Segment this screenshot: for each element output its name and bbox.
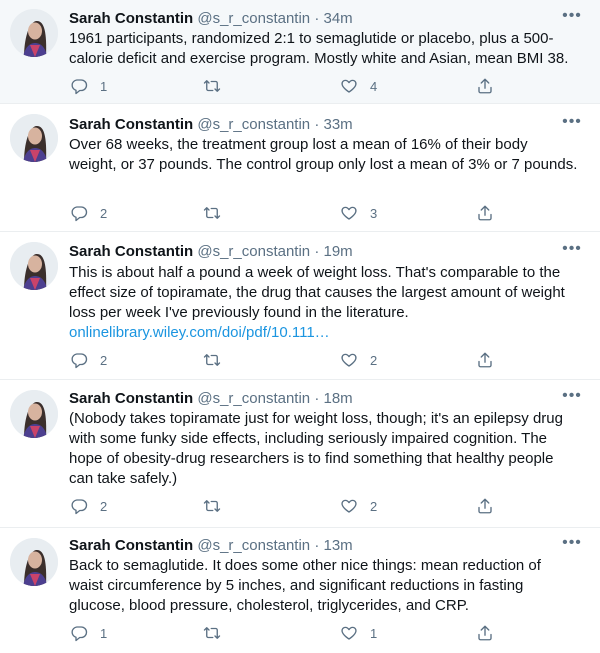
action-bar bbox=[58, 201, 528, 225]
more-icon[interactable]: ••• bbox=[562, 534, 582, 551]
reply-count: 2 bbox=[100, 498, 108, 514]
share-icon bbox=[476, 351, 494, 369]
like-button[interactable] bbox=[340, 348, 377, 372]
separator-dot: · bbox=[314, 390, 320, 407]
avatar[interactable] bbox=[10, 390, 58, 438]
separator-dot: · bbox=[314, 10, 320, 27]
tweet[interactable] bbox=[0, 0, 600, 104]
author-name[interactable]: Sarah Constantin bbox=[69, 390, 194, 407]
reply-button[interactable] bbox=[70, 74, 107, 98]
share-button[interactable] bbox=[476, 348, 494, 372]
heart-icon bbox=[340, 497, 358, 515]
author-name[interactable]: Sarah Constantin bbox=[69, 243, 194, 260]
separator-dot: · bbox=[314, 243, 320, 260]
share-icon bbox=[476, 497, 494, 515]
reply-count: 2 bbox=[100, 352, 108, 368]
reply-count: 1 bbox=[100, 625, 108, 641]
tweet-header bbox=[69, 242, 560, 262]
share-button[interactable] bbox=[476, 201, 494, 225]
author-handle[interactable]: @s_r_constantin bbox=[197, 116, 311, 133]
action-bar bbox=[58, 494, 528, 518]
tweet-text bbox=[69, 263, 579, 343]
tweet-header bbox=[69, 536, 560, 556]
reply-button[interactable] bbox=[70, 348, 107, 372]
tweet[interactable] bbox=[0, 380, 600, 528]
retweet-button[interactable] bbox=[203, 621, 233, 645]
author-name[interactable]: Sarah Constantin bbox=[69, 537, 194, 554]
retweet-icon bbox=[203, 77, 221, 95]
retweet-icon bbox=[203, 351, 221, 369]
retweet-button[interactable] bbox=[203, 74, 233, 98]
reply-button[interactable] bbox=[70, 494, 107, 518]
tweet[interactable] bbox=[0, 232, 600, 380]
tweet-text: Back to semaglutide. It does some other nice things: mean reduction of waist circumference by 5 inches, and significant reductions in fasting glucose, blood pressure, cholesterol, triglycerides, and CRP. bbox=[69, 557, 541, 614]
timestamp[interactable]: 13m bbox=[323, 537, 353, 554]
heart-icon bbox=[340, 351, 358, 369]
action-bar bbox=[58, 348, 528, 372]
share-button[interactable] bbox=[476, 621, 494, 645]
tweet[interactable] bbox=[0, 528, 600, 653]
like-button[interactable] bbox=[340, 621, 377, 645]
timestamp[interactable]: 34m bbox=[323, 10, 353, 27]
share-button[interactable] bbox=[476, 494, 494, 518]
more-icon[interactable]: ••• bbox=[562, 7, 582, 24]
share-button[interactable] bbox=[476, 74, 494, 98]
like-button[interactable] bbox=[340, 494, 377, 518]
timestamp[interactable]: 18m bbox=[323, 390, 353, 407]
author-handle[interactable]: @s_r_constantin bbox=[197, 390, 311, 407]
like-count: 2 bbox=[370, 352, 378, 368]
author-name[interactable]: Sarah Constantin bbox=[69, 116, 194, 133]
tweet-text-content: This is about half a pound a week of weight loss. That's comparable to the effect size of topiramate, the drug that causes the largest amount of weight loss per week I've previously found in the literature. bbox=[69, 264, 565, 321]
more-icon[interactable]: ••• bbox=[562, 387, 582, 404]
tweet-text: 1961 participants, randomized 2:1 to semaglutide or placebo, plus a 500-calorie deficit and exercise program. Mostly white and Asian, mean BMI 38. bbox=[69, 30, 569, 67]
author-handle[interactable]: @s_r_constantin bbox=[197, 243, 311, 260]
author-name[interactable]: Sarah Constantin bbox=[69, 10, 194, 27]
reply-icon bbox=[70, 624, 88, 642]
reply-count: 2 bbox=[100, 205, 108, 221]
reply-count: 1 bbox=[100, 78, 108, 94]
tweet-header bbox=[69, 9, 560, 29]
heart-icon bbox=[340, 624, 358, 642]
retweet-icon bbox=[203, 497, 221, 515]
avatar[interactable] bbox=[10, 9, 58, 57]
avatar[interactable] bbox=[10, 242, 58, 290]
separator-dot: · bbox=[314, 537, 320, 554]
like-count: 2 bbox=[370, 498, 378, 514]
share-icon bbox=[476, 624, 494, 642]
reply-icon bbox=[70, 497, 88, 515]
avatar[interactable] bbox=[10, 538, 58, 586]
retweet-button[interactable] bbox=[203, 348, 233, 372]
action-bar bbox=[58, 74, 528, 98]
avatar[interactable] bbox=[10, 114, 58, 162]
timestamp[interactable]: 33m bbox=[323, 116, 353, 133]
article-link[interactable]: onlinelibrary.wiley.com/doi/pdf/10.111… bbox=[69, 324, 330, 341]
reply-icon bbox=[70, 204, 88, 222]
like-count: 3 bbox=[370, 205, 378, 221]
retweet-icon bbox=[203, 204, 221, 222]
like-count: 4 bbox=[370, 78, 378, 94]
reply-icon bbox=[70, 351, 88, 369]
heart-icon bbox=[340, 204, 358, 222]
reply-button[interactable] bbox=[70, 201, 107, 225]
more-icon[interactable]: ••• bbox=[562, 113, 582, 130]
share-icon bbox=[476, 77, 494, 95]
share-icon bbox=[476, 204, 494, 222]
like-button[interactable] bbox=[340, 201, 377, 225]
tweet-text: Over 68 weeks, the treatment group lost a mean of 16% of their body weight, or 37 pounds. The control group only lost a mean of 3% or 7 pounds. bbox=[69, 136, 578, 173]
author-handle[interactable]: @s_r_constantin bbox=[197, 10, 311, 27]
tweet-header bbox=[69, 389, 560, 409]
tweet-text: (Nobody takes topiramate just for weight loss, though; it's an epilepsy drug with some funky side effects, including seriously impaired cognition. The hope of obesity-drug researchers is to find something that healthy people can take safely.) bbox=[69, 410, 563, 487]
like-count: 1 bbox=[370, 625, 378, 641]
separator-dot: · bbox=[314, 116, 320, 133]
author-handle[interactable]: @s_r_constantin bbox=[197, 537, 311, 554]
retweet-button[interactable] bbox=[203, 201, 233, 225]
retweet-button[interactable] bbox=[203, 494, 233, 518]
like-button[interactable] bbox=[340, 74, 377, 98]
more-icon[interactable]: ••• bbox=[562, 240, 582, 257]
timestamp[interactable]: 19m bbox=[323, 243, 353, 260]
retweet-icon bbox=[203, 624, 221, 642]
reply-button[interactable] bbox=[70, 621, 107, 645]
reply-icon bbox=[70, 77, 88, 95]
tweet[interactable] bbox=[0, 104, 600, 232]
action-bar bbox=[58, 621, 528, 645]
tweet-header bbox=[69, 115, 560, 135]
heart-icon bbox=[340, 77, 358, 95]
